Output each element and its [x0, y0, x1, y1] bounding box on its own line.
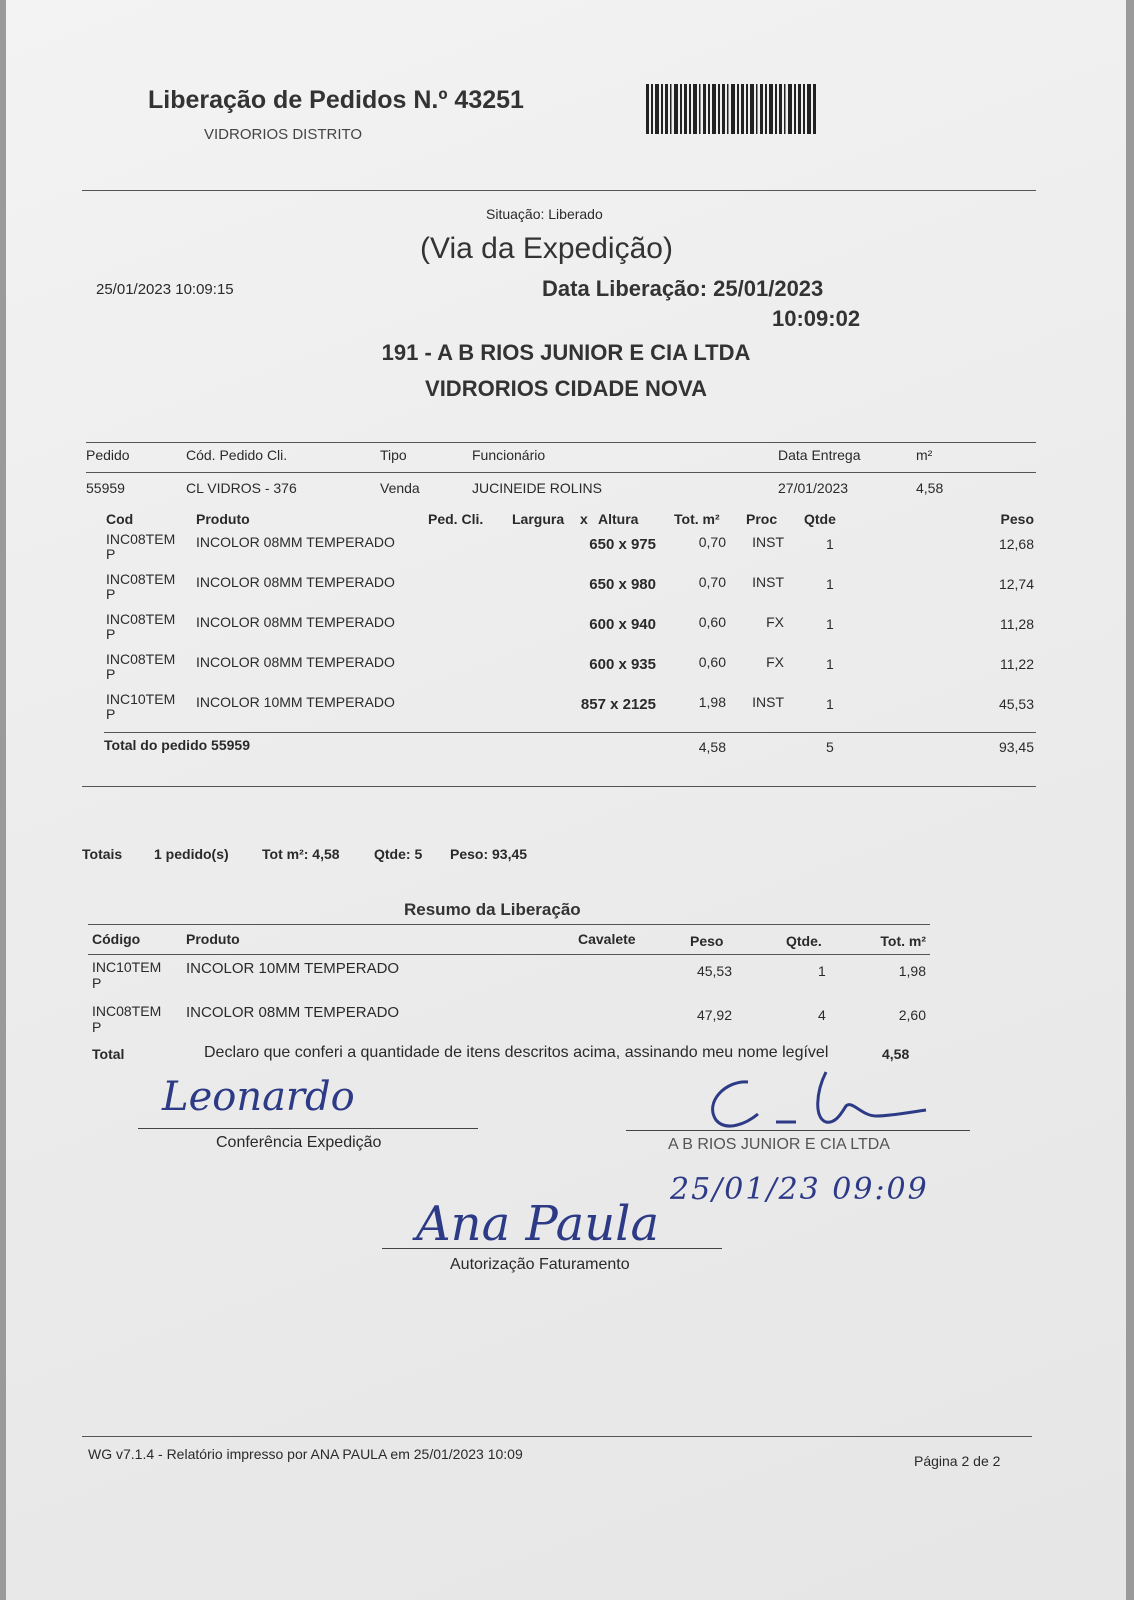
signature-line-left — [138, 1128, 478, 1129]
item-m2: 0,70 — [698, 534, 726, 550]
item-dimensions: 600 x 935 — [589, 656, 656, 673]
item-product: INCOLOR 08MM TEMPERADO — [196, 534, 395, 550]
summary-product: INCOLOR 10MM TEMPERADO — [186, 960, 400, 977]
summary-top-border — [88, 924, 930, 925]
item-qtde: 1 — [826, 576, 834, 592]
situation-label: Situação: Liberado — [486, 206, 603, 222]
document-page — [6, 0, 1126, 1600]
order-type: Venda — [380, 480, 420, 496]
order-total-peso: 93,45 — [998, 739, 1034, 755]
col-cod-pedido-cli: Cód. Pedido Cli. — [186, 447, 288, 463]
item-m2: 0,60 — [698, 614, 726, 630]
item-m2: 1,98 — [698, 694, 726, 710]
items-col-x: x — [580, 511, 588, 527]
item-code-suffix: P — [106, 586, 116, 602]
items-col-altura: Altura — [598, 511, 639, 527]
footer-print-info: WG v7.1.4 - Relatório impresso por ANA PAULA em 25/01/2023 10:09 — [88, 1446, 523, 1462]
item-product: INCOLOR 08MM TEMPERADO — [196, 574, 395, 590]
item-peso: 12,68 — [998, 536, 1034, 552]
item-code: INC08TEM — [106, 611, 176, 627]
item-proc: FX — [766, 614, 784, 630]
summary-code: INC08TEM — [92, 1003, 162, 1019]
item-m2: 0,60 — [698, 654, 726, 670]
summary-total-m2: 4,58 — [882, 1046, 910, 1062]
col-tipo: Tipo — [380, 447, 407, 463]
company-name: VIDRORIOS DISTRITO — [204, 126, 363, 143]
summary-qtde: 1 — [818, 963, 826, 979]
item-code: INC08TEM — [106, 571, 176, 587]
summary-m2: 2,60 — [898, 1007, 926, 1023]
footer-page-number: Página 2 de 2 — [914, 1453, 1001, 1469]
item-peso: 12,74 — [998, 576, 1034, 592]
item-proc: INST — [752, 574, 784, 590]
summary-col-tot-m2: Tot. m² — [880, 933, 926, 949]
release-time: 10:09:02 — [772, 306, 861, 331]
col-pedido: Pedido — [86, 447, 130, 463]
client-store: VIDRORIOS CIDADE NOVA — [425, 376, 707, 401]
signature-ana-paula: Ana Paula — [416, 1196, 660, 1252]
release-date: Data Liberação: 25/01/2023 — [542, 276, 824, 301]
order-table-header-border — [86, 472, 1036, 473]
summary-col-cavalete: Cavalete — [578, 931, 636, 947]
summary-col-codigo: Código — [92, 931, 141, 947]
items-col-proc: Proc — [746, 511, 778, 527]
item-code-suffix: P — [106, 706, 116, 722]
item-peso: 11,28 — [1000, 616, 1034, 632]
item-peso: 11,22 — [1000, 656, 1034, 672]
signature-leonardo: Leonardo — [162, 1074, 355, 1120]
item-code: INC10TEM — [106, 691, 176, 707]
summary-code-suffix: P — [92, 1019, 102, 1035]
signature-label-autorizacao: Autorização Faturamento — [450, 1256, 630, 1273]
order-number: 55959 — [86, 480, 125, 496]
items-col-tot-m2: Tot. m² — [674, 511, 720, 527]
order-total-m2: 4,58 — [698, 739, 726, 755]
item-code: INC08TEM — [106, 651, 176, 667]
order-total-label: Total do pedido 55959 — [104, 737, 250, 753]
barcode-icon — [646, 84, 816, 134]
order-total-qtde: 5 — [826, 739, 834, 755]
signature-line-bottom — [382, 1248, 722, 1249]
col-data-entrega: Data Entrega — [778, 447, 861, 463]
summary-col-peso: Peso — [690, 933, 724, 949]
order-table-top-border — [86, 442, 1036, 443]
summary-m2: 1,98 — [898, 963, 926, 979]
summary-col-qtde: Qtde. — [786, 933, 822, 949]
item-dimensions: 650 x 980 — [589, 576, 656, 593]
summary-qtde: 4 — [818, 1007, 826, 1023]
handwritten-date: 25/01/23 09:09 — [670, 1172, 929, 1207]
totals-qtde: Qtde: 5 — [374, 846, 423, 862]
client-order-code: CL VIDROS - 376 — [186, 480, 297, 496]
summary-code: INC10TEM — [92, 959, 162, 975]
summary-peso: 47,92 — [696, 1007, 732, 1023]
item-code-suffix: P — [106, 666, 116, 682]
items-bottom-divider — [82, 786, 1036, 787]
items-col-ped-cli: Ped. Cli. — [428, 511, 484, 527]
item-qtde: 1 — [826, 696, 834, 712]
header-divider — [82, 190, 1036, 191]
items-col-qtde: Qtde — [804, 511, 836, 527]
employee-name: JUCINEIDE ROLINS — [472, 480, 602, 496]
summary-title: Resumo da Liberação — [404, 900, 581, 919]
col-m2: m² — [916, 447, 933, 463]
summary-col-produto: Produto — [186, 931, 240, 947]
summary-total-label: Total — [92, 1046, 125, 1062]
item-dimensions: 600 x 940 — [589, 616, 656, 633]
items-total-divider — [104, 732, 1036, 733]
signature-line-right — [626, 1130, 970, 1131]
item-dimensions: 650 x 975 — [589, 536, 656, 553]
summary-header-border — [88, 954, 930, 955]
item-proc: FX — [766, 654, 784, 670]
items-col-cod: Cod — [106, 511, 134, 527]
signature-label-conferencia: Conferência Expedição — [216, 1134, 382, 1151]
item-m2: 0,70 — [698, 574, 726, 590]
item-product: INCOLOR 10MM TEMPERADO — [196, 694, 395, 710]
item-code-suffix: P — [106, 546, 116, 562]
item-qtde: 1 — [826, 616, 834, 632]
summary-product: INCOLOR 08MM TEMPERADO — [186, 1004, 400, 1021]
document-title: Liberação de Pedidos N.º 43251 — [148, 86, 524, 114]
declaration-text: Declaro que conferi a quantidade de itens descritos acima, assinando meu nome legível — [204, 1044, 829, 1061]
item-peso: 45,53 — [998, 696, 1034, 712]
item-code-suffix: P — [106, 626, 116, 642]
summary-peso: 45,53 — [696, 963, 732, 979]
items-col-produto: Produto — [196, 511, 250, 527]
item-qtde: 1 — [826, 536, 834, 552]
item-dimensions: 857 x 2125 — [580, 696, 656, 713]
footer-divider — [82, 1436, 1032, 1437]
client-name: 191 - A B RIOS JUNIOR E CIA LTDA — [381, 340, 751, 365]
item-product: INCOLOR 08MM TEMPERADO — [196, 614, 395, 630]
items-col-peso: Peso — [1000, 511, 1034, 527]
print-timestamp: 25/01/2023 10:09:15 — [96, 281, 234, 298]
summary-code-suffix: P — [92, 975, 102, 991]
item-proc: INST — [752, 694, 784, 710]
item-code: INC08TEM — [106, 531, 176, 547]
item-product: INCOLOR 08MM TEMPERADO — [196, 654, 395, 670]
col-funcionario: Funcionário — [472, 447, 546, 463]
totals-label: Totais — [82, 846, 123, 862]
copy-type-label: (Via da Expedição) — [420, 232, 673, 265]
delivery-date: 27/01/2023 — [778, 480, 849, 496]
items-col-largura: Largura — [512, 511, 565, 527]
item-proc: INST — [752, 534, 784, 550]
item-qtde: 1 — [826, 656, 834, 672]
signature-label-client: A B RIOS JUNIOR E CIA LTDA — [668, 1136, 890, 1153]
order-m2: 4,58 — [916, 480, 944, 496]
totals-m2: Tot m²: 4,58 — [262, 846, 340, 862]
totals-orders: 1 pedido(s) — [154, 846, 229, 862]
totals-peso: Peso: 93,45 — [450, 846, 528, 862]
